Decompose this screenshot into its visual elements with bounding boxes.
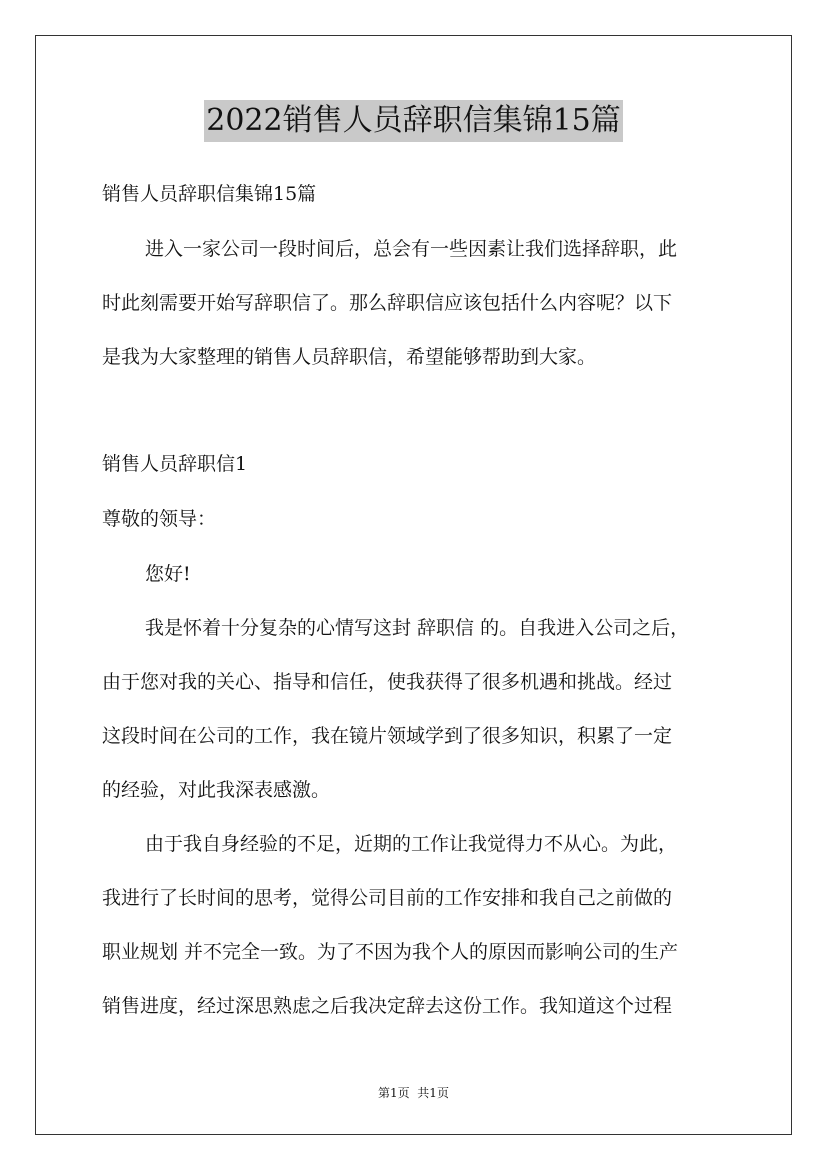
intro-line: 时此刻需要开始写辞职信了。那么辞职信应该包括什么内容呢？以下 — [102, 292, 673, 314]
paragraph-line: 我是怀着十分复杂的心情写这封 辞职信 的。自我进入公司之后， — [145, 617, 690, 639]
intro-line: 是我为大家整理的销售人员辞职信，希望能够帮助到大家。 — [102, 346, 597, 368]
paragraph-line: 销售进度，经过深思熟虑之后我决定辞去这份工作。我知道这个过程 — [102, 995, 673, 1017]
salutation: 尊敬的领导： — [102, 508, 217, 530]
paragraph-line: 职业规划 并不完全一致。为了不因为我个人的原因而影响公司的生产 — [102, 941, 679, 963]
page-footer: 第1页 共1页 — [378, 1086, 449, 1100]
paragraph-line: 我进行了长时间的思考，觉得公司目前的工作安排和我自己之前做的 — [102, 887, 673, 909]
subtitle: 销售人员辞职信集锦15篇 — [102, 183, 317, 205]
document-title-wrap — [0, 100, 827, 142]
paragraph-line: 的经验，对此我深表感激。 — [102, 779, 331, 801]
greeting: 您好! — [145, 563, 191, 585]
document-title: 2022销售人员辞职信集锦15篇 — [204, 100, 623, 142]
paragraph-line: 由于您对我的关心、指导和信任，使我获得了很多机遇和挑战。经过 — [102, 671, 673, 693]
paragraph-line: 这段时间在公司的工作，我在镜片领域学到了很多知识，积累了一定 — [102, 725, 673, 747]
section-heading: 销售人员辞职信1 — [102, 453, 248, 475]
paragraph-line: 由于我自身经验的不足，近期的工作让我觉得力不从心。为此， — [145, 833, 678, 855]
intro-line: 进入一家公司一段时间后，总会有一些因素让我们选择辞职，此 — [145, 238, 678, 260]
